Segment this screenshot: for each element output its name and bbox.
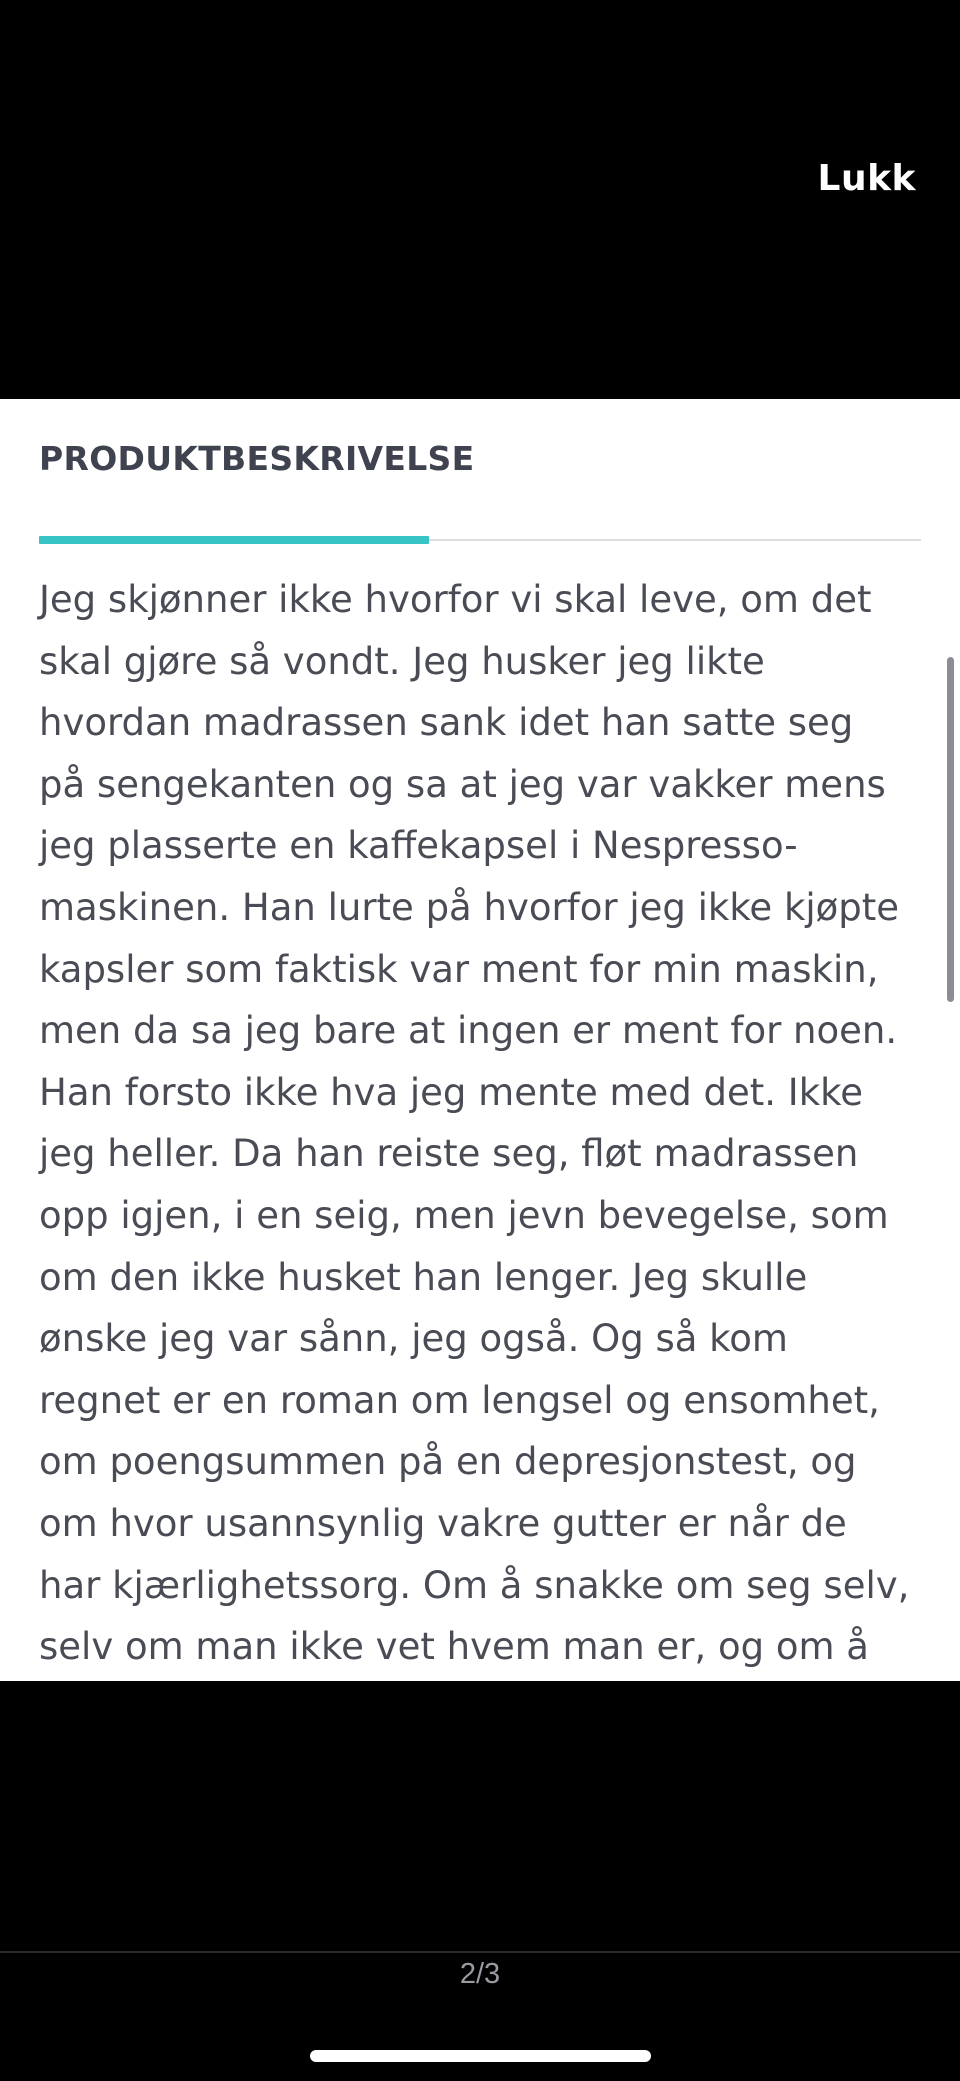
description-line: men da sa jeg bare at ingen er ment for noen. bbox=[39, 1009, 898, 1053]
product-description-sheet bbox=[0, 399, 960, 1681]
description-line: skal gjøre så vondt. Jeg husker jeg likte bbox=[39, 639, 765, 683]
top-bar bbox=[0, 0, 960, 399]
description-line: har kjærlighetssorg. Om å snakke om seg selv, bbox=[39, 1563, 910, 1607]
description-line: opp igjen, i en seig, men jevn bevegelse, som bbox=[39, 1193, 889, 1237]
description-line: kapsler som faktisk var ment for min maskin, bbox=[39, 947, 879, 991]
description-line: jeg plasserte en kaffekapsel i Nespresso- bbox=[39, 824, 798, 868]
description-line: om den ikke husket han lenger. Jeg skulle bbox=[39, 1255, 808, 1299]
page-indicator: 2/3 bbox=[459, 1958, 501, 1990]
scrollbar-thumb[interactable] bbox=[947, 657, 954, 1002]
description-line: Han forsto ikke hva jeg mente med det. Ikke bbox=[39, 1070, 864, 1114]
description-line: på sengekanten og sa at jeg var vakker mens bbox=[39, 762, 886, 806]
description-line: maskinen. Han lurte på hvorfor jeg ikke kjøpte bbox=[39, 885, 900, 929]
tab-underline-active bbox=[39, 536, 429, 544]
section-title: PRODUKTBESKRIVELSE bbox=[39, 439, 475, 478]
description-line: selv om man ikke vet hvem man er, og om å bbox=[39, 1625, 869, 1669]
description-line: om poengsummen på en depresjonstest, og bbox=[39, 1440, 857, 1484]
description-line: hvordan madrassen sank idet han satte seg bbox=[39, 701, 854, 745]
description-line: regnet er en roman om lengsel og ensomhet, bbox=[39, 1378, 880, 1422]
product-description-text bbox=[39, 569, 929, 1678]
description-line: Jeg skjønner ikke hvorfor vi skal leve, om det bbox=[39, 578, 872, 621]
divider bbox=[0, 1951, 960, 1953]
close-button[interactable]: Lukk bbox=[817, 158, 916, 199]
description-line: ønske jeg var sånn, jeg også. Og så kom bbox=[39, 1317, 788, 1361]
section-header bbox=[39, 439, 921, 505]
home-indicator[interactable] bbox=[310, 2050, 651, 2062]
bottom-bar bbox=[0, 1681, 960, 2081]
description-line: jeg heller. Da han reiste seg, fløt madrassen bbox=[39, 1132, 859, 1176]
description-line: om hvor usannsynlig vakre gutter er når de bbox=[39, 1501, 847, 1545]
